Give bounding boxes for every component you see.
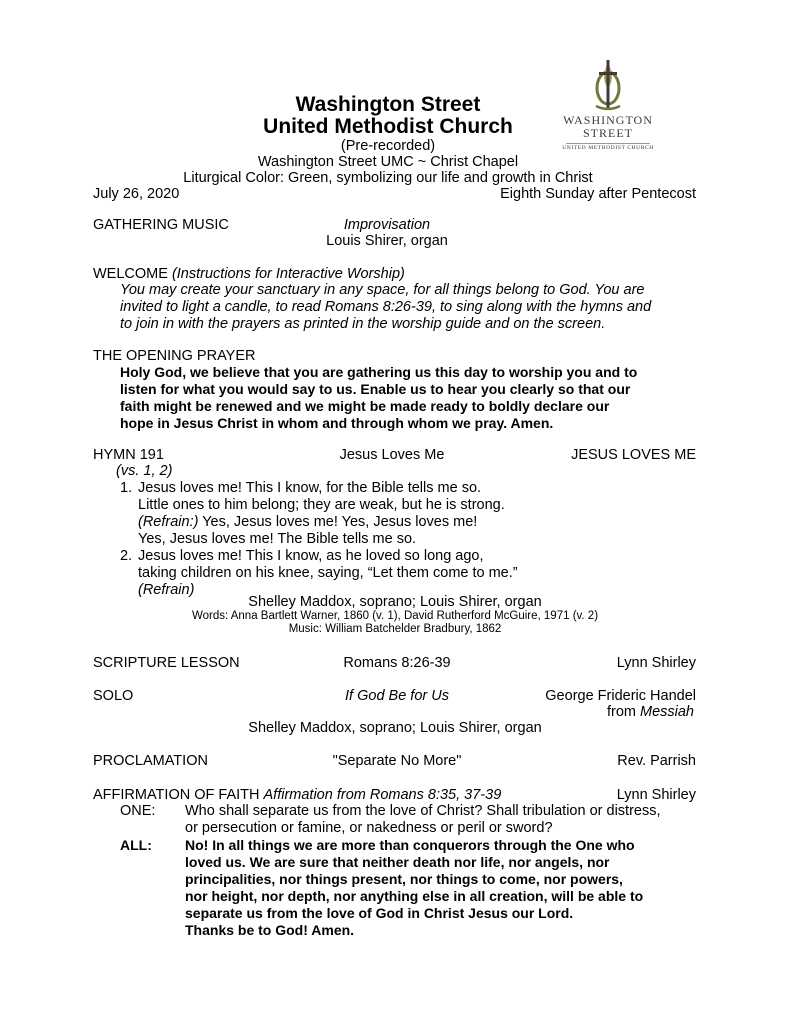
verse-line: Jesus loves me! This I know, for the Bible tells me so. (138, 480, 482, 496)
solo-from-prefix: from (606, 704, 640, 720)
hymn-music-credit: Music: William Batchelder Bradbury, 1862 (288, 623, 502, 635)
logo-line2: STREET (583, 126, 633, 140)
prayer-line: Holy God, we believe that you are gathering us this day to worship you and to (120, 364, 638, 380)
all-label: ALL: (120, 837, 152, 853)
service-date: July 26, 2020 (93, 186, 180, 202)
hymn-performers: Shelley Maddox, soprano; Louis Shirer, organ (248, 594, 542, 610)
affirmation-heading (93, 787, 501, 804)
verse2 (138, 548, 518, 599)
welcome-line: to join in with the prayers as printed in the worship guide and on the screen. (120, 316, 606, 332)
logo-divider (566, 143, 650, 144)
prayer-line: listen for what you would say to us. Enable us to hear you clearly so that our (120, 381, 631, 397)
hymn-verses-note: (vs. 1, 2) (116, 463, 173, 479)
all-line: Thanks be to God! Amen. (185, 922, 355, 938)
scripture-label: SCRIPTURE LESSON (93, 655, 240, 671)
one-line: Who shall separate us from the love of Christ? Shall tribulation or distress, (185, 803, 661, 819)
solo-composer: George Frideric Handel (545, 688, 696, 704)
proclamation-label: PROCLAMATION (93, 753, 208, 769)
liturgical-color: Liturgical Color: Green, symbolizing our life and growth in Christ (183, 170, 593, 186)
refrain-line: Yes, Jesus loves me! The Bible tells me so. (138, 531, 417, 547)
welcome-note: (Instructions for Interactive Worship) (171, 266, 405, 282)
verse1 (138, 480, 505, 548)
refrain-line (138, 514, 505, 531)
hymn-tune: JESUS LOVES ME (571, 447, 696, 463)
logo-line1: WASHINGTON (563, 113, 653, 127)
welcome-line: invited to light a candle, to read Romans 8:26-39, to sing along with the hymns and (120, 299, 652, 315)
opening-prayer-text (120, 364, 637, 432)
welcome-heading (93, 266, 405, 283)
opening-prayer-label: THE OPENING PRAYER (93, 348, 256, 364)
welcome-line: You may create your sanctuary in any space, for all things belong to God. You are (120, 282, 645, 298)
one-text (185, 803, 661, 837)
all-line: nor height, nor depth, nor anything else in all creation, will be able to (185, 888, 644, 904)
church-title-line2: United Methodist Church (263, 115, 513, 138)
proclamation-title: "Separate No More" (332, 753, 462, 769)
verse-line: Little ones to him belong; they are weak, but he is strong. (138, 497, 505, 513)
all-text (185, 837, 643, 939)
affirmation-leader: Lynn Shirley (616, 787, 696, 803)
affirmation-source: Affirmation from Romans 8:35, 37-39 (263, 787, 502, 803)
affirmation-label: AFFIRMATION OF FAITH (93, 787, 260, 803)
all-line: separate us from the love of God in Christ Jesus our Lord. (185, 905, 574, 921)
welcome-label: WELCOME (93, 266, 168, 282)
hymn-label: HYMN 191 (93, 447, 164, 463)
gathering-music-label: GATHERING MUSIC (93, 217, 229, 233)
gathering-music-performer: Louis Shirer, organ (326, 233, 448, 249)
all-line: principalities, nor things present, nor things to come, nor powers, (185, 871, 623, 887)
prayer-line: faith might be renewed and we might be made ready to boldly declare our (120, 398, 610, 414)
prayer-line: hope in Jesus Christ in whom and through whom we pray. Amen. (120, 415, 554, 431)
sunday-name: Eighth Sunday after Pentecost (500, 186, 696, 202)
solo-source (480, 704, 694, 721)
location-line: Washington Street UMC ~ Christ Chapel (257, 154, 519, 170)
refrain-label: (Refrain:) (138, 514, 199, 530)
refrain-reference: (Refrain) (138, 582, 195, 598)
solo-performers: Shelley Maddox, soprano; Louis Shirer, organ (248, 720, 542, 736)
solo-label: SOLO (93, 688, 134, 704)
solo-from-work: Messiah (640, 704, 694, 720)
all-line: No! In all things we are more than conquerors through the One who (185, 837, 635, 853)
hymn-title: Jesus Loves Me (339, 447, 445, 463)
welcome-text (120, 282, 651, 333)
verse1-number: 1. (120, 480, 133, 496)
all-line: loved us. We are sure that neither death nor life, nor angels, nor (185, 854, 610, 870)
proclamation-speaker: Rev. Parrish (617, 753, 696, 769)
verse2-number: 2. (120, 548, 133, 564)
verse-line: taking children on his knee, saying, “Let them come to me.” (138, 565, 518, 581)
scripture-reader: Lynn Shirley (616, 655, 696, 671)
verse-line: Jesus loves me! This I know, as he loved so long ago, (138, 548, 484, 564)
one-line: or persecution or famine, or nakedness or peril or sword? (185, 820, 553, 836)
prerecorded-note: (Pre-recorded) (340, 138, 436, 154)
gathering-music-title: Improvisation (343, 217, 431, 233)
hymn-words-credit: Words: Anna Bartlett Warner, 1860 (v. 1), David Rutherford McGuire, 1971 (v. 2) (191, 610, 599, 622)
one-label: ONE: (120, 803, 156, 819)
church-title-line1: Washington Street (295, 93, 481, 116)
logo-line3: UNITED METHODIST CHURCH (562, 145, 654, 151)
solo-title: If God Be for Us (345, 688, 449, 704)
scripture-reference: Romans 8:26-39 (343, 655, 451, 671)
refrain-text: Yes, Jesus loves me! Yes, Jesus loves me! (198, 514, 478, 530)
